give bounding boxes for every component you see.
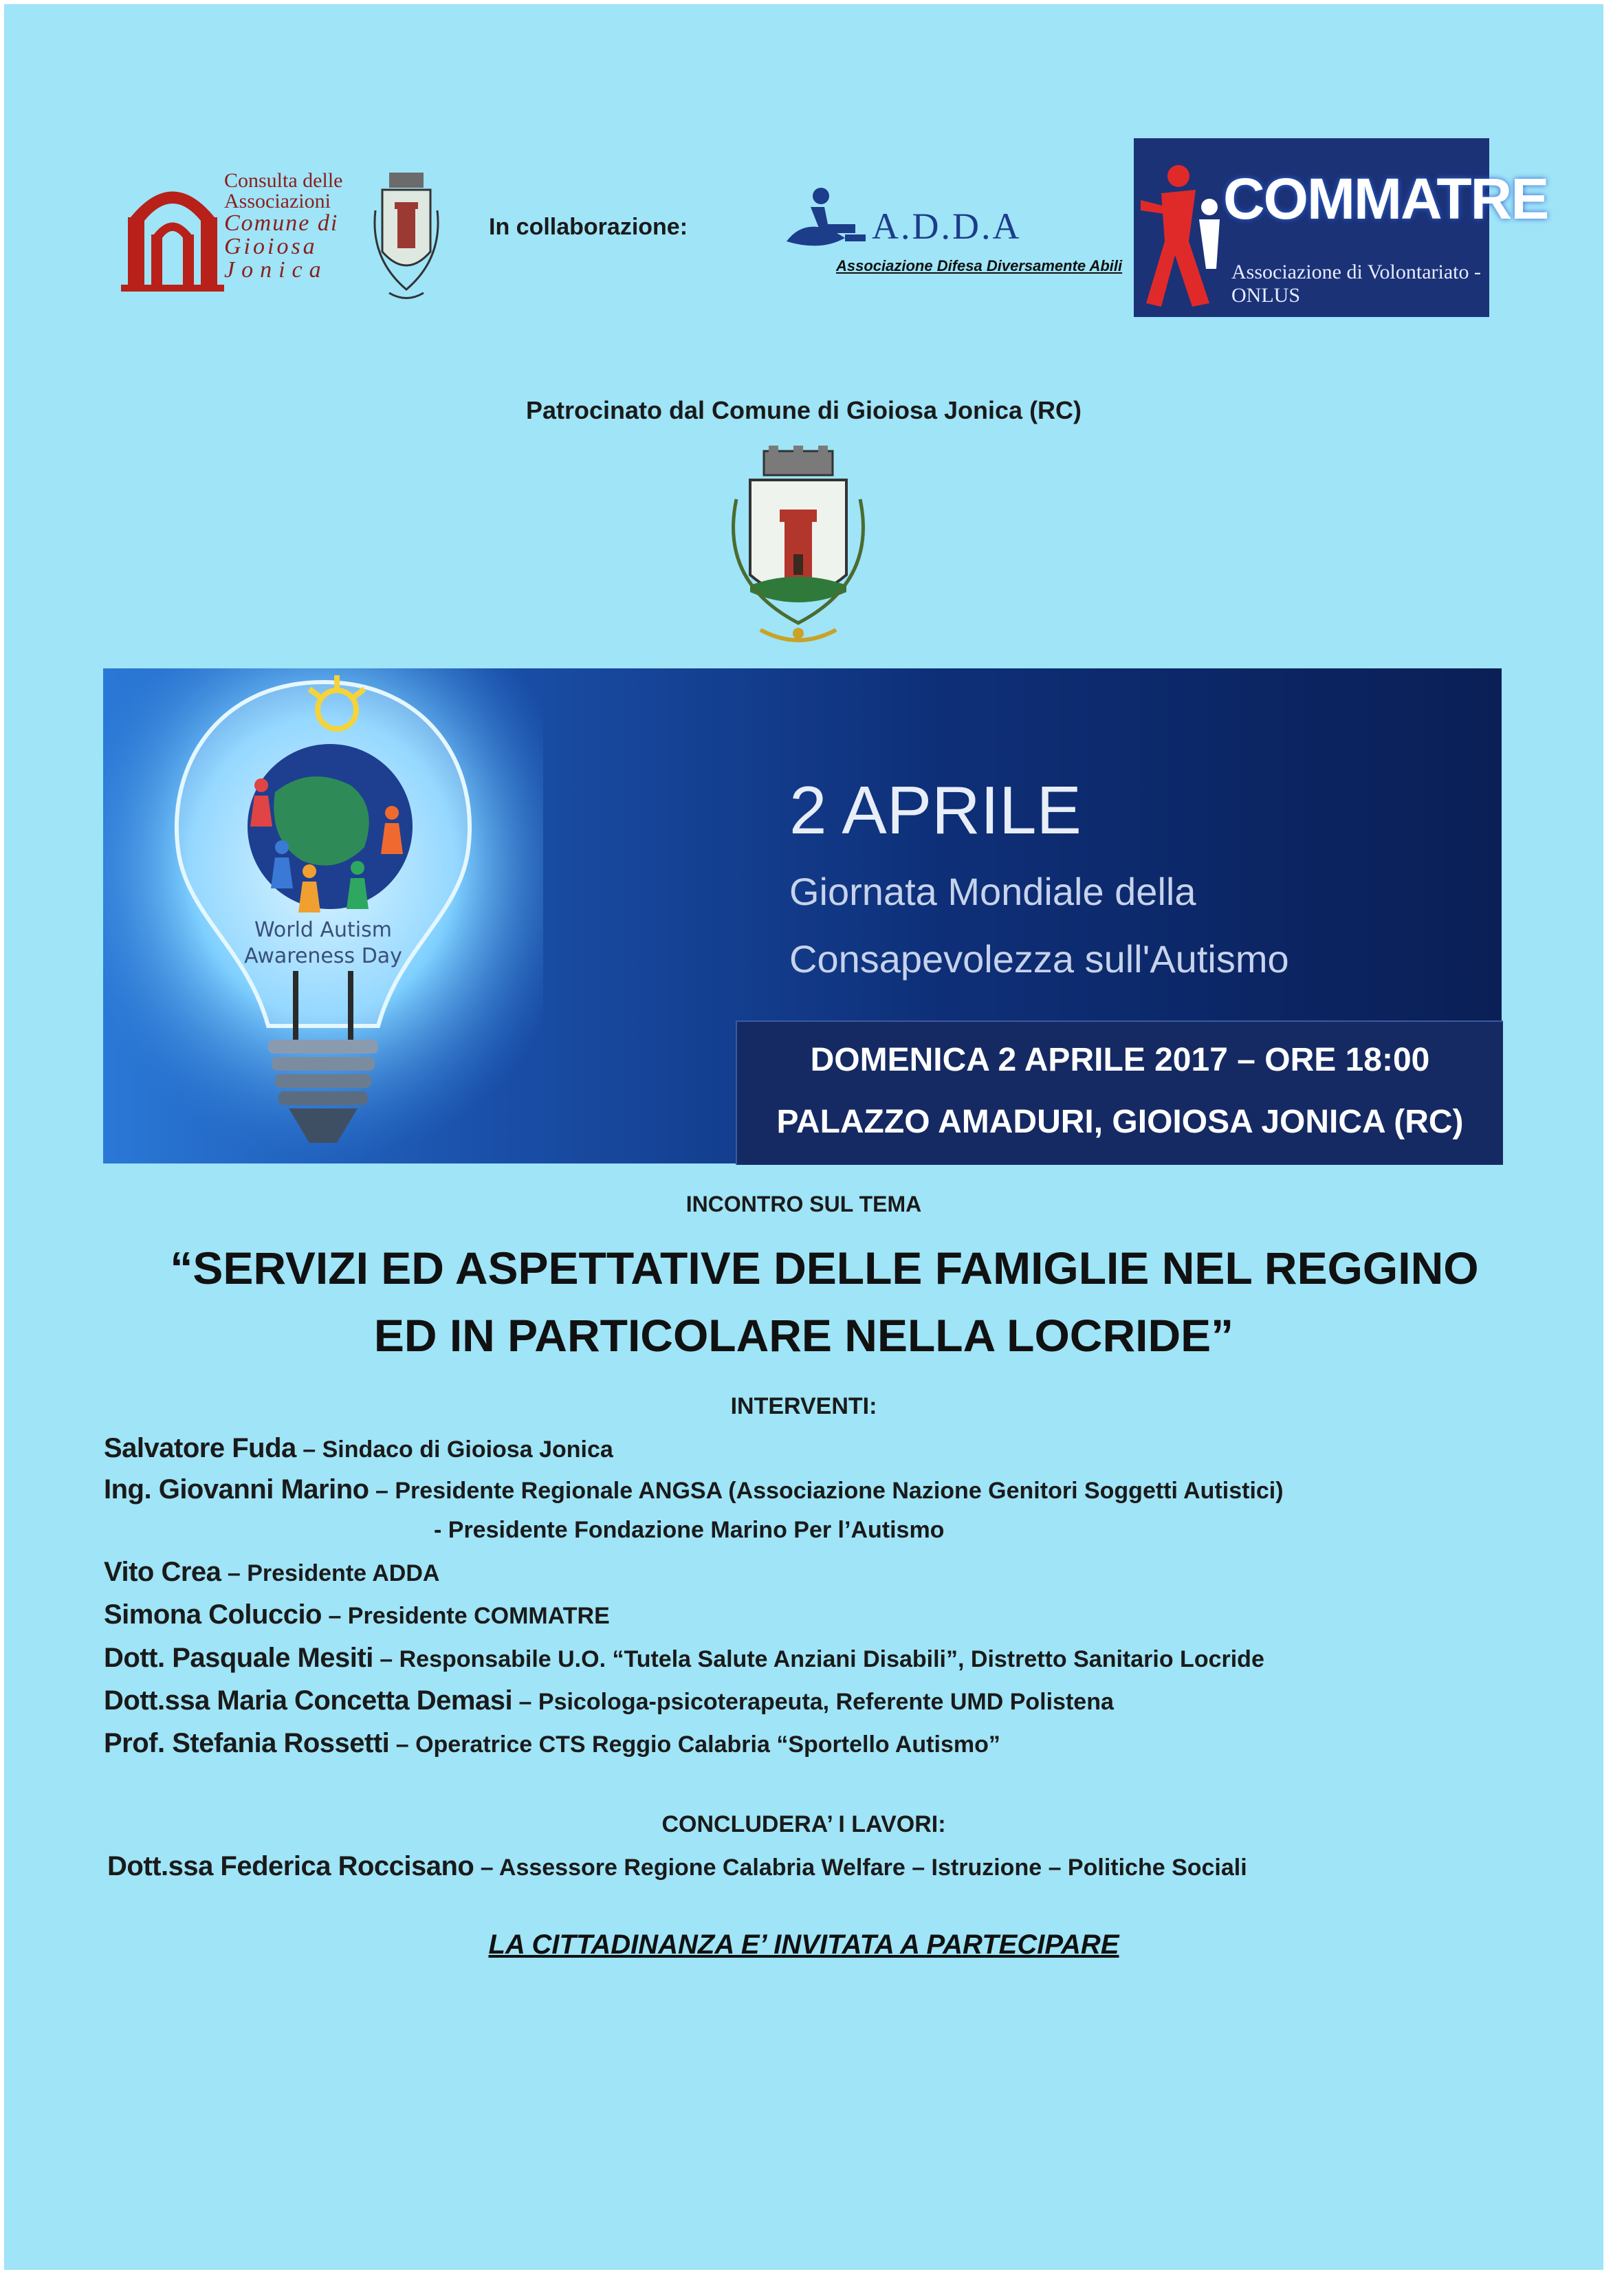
adda-subtitle: Associazione Difesa Diversamente Abili bbox=[836, 257, 1123, 274]
speaker-row bbox=[104, 1728, 1000, 1759]
speaker-name: Salvatore Fuda bbox=[104, 1433, 296, 1463]
speaker-row bbox=[104, 1685, 1114, 1716]
speaker-name: Ing. Giovanni Marino bbox=[104, 1474, 369, 1505]
consulta-text bbox=[224, 171, 375, 282]
gioiosa-crest-icon bbox=[719, 444, 877, 651]
consulta-line-3: Comune di bbox=[224, 210, 339, 236]
bulb-text-2: Awareness Day bbox=[244, 944, 402, 968]
closing-label: CONCLUDERA’ I LAVORI: bbox=[661, 1811, 946, 1837]
event-banner bbox=[103, 668, 1502, 1163]
speaker-role: – Operatrice CTS Reggio Calabria “Sportello Autismo” bbox=[389, 1731, 1000, 1758]
speaker-row bbox=[104, 1474, 1284, 1505]
speaker-row bbox=[104, 1433, 613, 1464]
speaker-name: Prof. Stefania Rossetti bbox=[104, 1728, 390, 1758]
patronage-line: Patrocinato dal Comune di Gioiosa Jonica (RC) bbox=[525, 396, 1082, 424]
speaker-name: Dott. Pasquale Mesiti bbox=[104, 1643, 373, 1673]
event-details-box bbox=[736, 1020, 1503, 1165]
banner-subtitle-line-1: Giornata Mondiale della bbox=[789, 870, 1196, 913]
adda-name: A.D.D.A bbox=[872, 206, 1022, 247]
event-date: DOMENICA 2 APRILE 2017 – ORE 18:00 bbox=[810, 1042, 1430, 1078]
speaker-row bbox=[104, 1557, 439, 1588]
gioiosa-crest-small-icon bbox=[369, 169, 444, 307]
lightbulb-globe-icon bbox=[103, 668, 543, 1163]
speaker-name: Vito Crea bbox=[104, 1557, 221, 1587]
commatre-subtitle: Associazione di Volontariato - ONLUS bbox=[1231, 261, 1481, 307]
consulta-line-5: Jonica bbox=[224, 257, 328, 283]
bulb-text-1: World Autism bbox=[254, 918, 392, 942]
banner-subtitle-line-2: Consapevolezza sull'Autismo bbox=[789, 937, 1289, 981]
closing-speaker-role: – Assessore Regione Calabria Welfare – Istruzione – Politiche Sociali bbox=[474, 1855, 1247, 1881]
speaker-role: – Presidente Regionale ANGSA (Associazione Nazione Genitori Soggetti Autistici) bbox=[369, 1478, 1284, 1504]
speaker-row bbox=[104, 1643, 1264, 1674]
consulta-line-2: Associazioni bbox=[224, 190, 331, 212]
speaker-row bbox=[104, 1599, 610, 1630]
interventions-label: INTERVENTI: bbox=[730, 1393, 877, 1419]
commatre-figures-icon bbox=[1141, 159, 1230, 314]
speaker-role: – Responsabile U.O. “Tutela Salute Anziani Disabili”, Distretto Sanitario Locride bbox=[373, 1646, 1264, 1672]
speaker-role: – Psicologa-psicoterapeuta, Referente UMD Polistena bbox=[512, 1689, 1114, 1715]
closing-speaker-name: Dott.ssa Federica Roccisano bbox=[107, 1851, 474, 1881]
poster bbox=[4, 4, 1603, 2270]
wheelchair-icon bbox=[780, 186, 869, 255]
speaker-role: – Presidente ADDA bbox=[221, 1560, 440, 1586]
consulta-arch-logo bbox=[121, 169, 224, 293]
banner-title: 2 APRILE bbox=[789, 772, 1082, 848]
speaker-role-continuation: - Presidente Fondazione Marino Per l’Autismo bbox=[434, 1517, 945, 1543]
speaker-name: Dott.ssa Maria Concetta Demasi bbox=[104, 1685, 513, 1716]
consulta-line-4: Gioiosa bbox=[224, 234, 318, 259]
speaker-role: – Presidente COMMATRE bbox=[322, 1603, 610, 1629]
consulta-line-1: Consulta delle bbox=[224, 169, 343, 192]
event-place: PALAZZO AMADURI, GIOIOSA JONICA (RC) bbox=[776, 1104, 1464, 1140]
closing-speaker-row bbox=[107, 1851, 1247, 1882]
collaboration-label: In collaborazione: bbox=[489, 214, 688, 240]
speaker-role: – Sindaco di Gioiosa Jonica bbox=[296, 1436, 613, 1463]
theme-line-1: “SERVIZI ED ASPETTATIVE DELLE FAMIGLIE NEL REGGINO bbox=[170, 1243, 1479, 1293]
meeting-label: INCONTRO SUL TEMA bbox=[685, 1192, 922, 1216]
commatre-logo bbox=[1134, 138, 1548, 317]
commatre-name: COMMATRE bbox=[1223, 166, 1548, 231]
theme-line-2: ED IN PARTICOLARE NELLA LOCRIDE” bbox=[373, 1310, 1234, 1361]
invitation-line: LA CITTADINANZA E’ INVITATA A PARTECIPARE bbox=[488, 1929, 1119, 1960]
speaker-name: Simona Coluccio bbox=[104, 1599, 322, 1630]
